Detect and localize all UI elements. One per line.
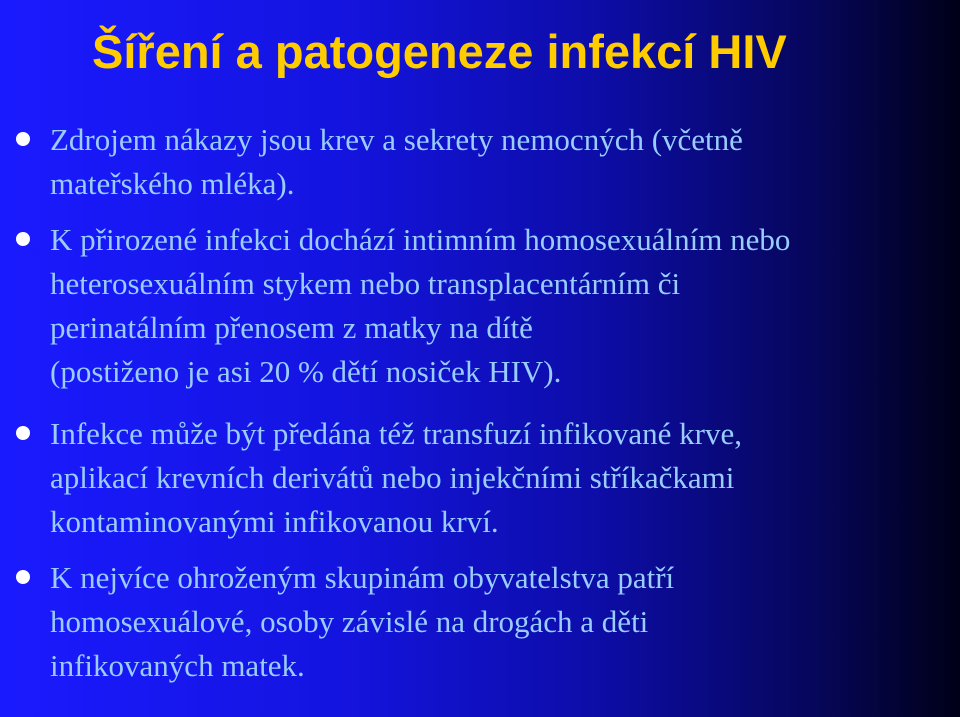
bullet-dot-icon <box>16 132 30 146</box>
bullet-line: perinatálním přenosem z matky na dítě <box>50 310 533 345</box>
bullet-dot-icon <box>16 426 30 440</box>
bullet-line: infikovaných matek. <box>50 648 305 683</box>
bullet-item <box>50 218 950 394</box>
bullet-item <box>50 556 950 688</box>
bullet-line: heterosexuálním stykem nebo transplacentárním či <box>50 266 681 301</box>
bullet-line: Infekce může být předána též transfuzí infikované krve, <box>50 416 743 451</box>
bullet-dot-icon <box>16 232 30 246</box>
bullet-dot-icon <box>16 570 30 584</box>
bullet-item <box>50 412 950 544</box>
bullet-line: kontaminovanými infikovanou krví. <box>50 504 499 539</box>
bullet-line: mateřského mléka). <box>50 166 295 201</box>
slide-title: Šíření a patogeneze infekcí HIV <box>92 25 787 78</box>
bullet-line: K nejvíce ohroženým skupinám obyvatelstva patří <box>50 560 675 595</box>
bullet-line: K přirozené infekci dochází intimním homosexuálním nebo <box>50 222 791 257</box>
bullet-line: (postiženo je asi 20 % dětí nosiček HIV). <box>50 354 562 389</box>
bullet-line: aplikací krevních derivátů nebo injekčními stříkačkami <box>50 460 735 495</box>
bullet-line: Zdrojem nákazy jsou krev a sekrety nemocných (včetně <box>50 122 743 157</box>
bullet-item <box>50 118 950 206</box>
bullet-line: homosexuálové, osoby závislé na drogách a děti <box>50 604 649 639</box>
